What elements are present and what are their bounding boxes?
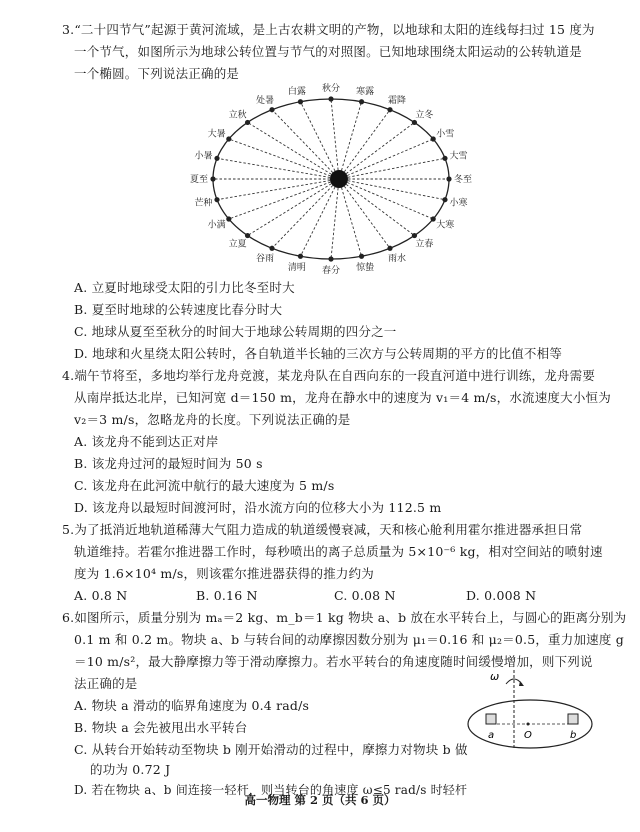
block-b — [568, 714, 578, 724]
spoke-line — [331, 179, 339, 259]
solar-terms-diagram — [189, 84, 473, 276]
solar-term-label: 处暑 — [255, 96, 275, 107]
q3-option-b[interactable]: B. 夏至时地球的公转速度比春分时大 — [74, 302, 283, 317]
spoke-line — [339, 122, 414, 179]
earth-position-dot — [298, 99, 303, 104]
spoke-line — [300, 102, 339, 179]
spoke-line — [339, 179, 433, 219]
earth-position-dot — [446, 176, 451, 181]
label-o: O — [524, 730, 532, 741]
spoke-line — [339, 179, 445, 200]
solar-term-label: 大雪 — [449, 151, 468, 162]
spoke-line — [217, 179, 339, 200]
solar-term-label: 大寒 — [436, 220, 455, 231]
solar-term-label: 冬至 — [453, 175, 473, 185]
solar-term-label: 春分 — [321, 266, 341, 276]
q3-stem-line2: 一个节气，如图所示为地球公转位置与节气的对照图。已知地球围绕太阳运动的公转轨道是 — [74, 44, 583, 59]
q5-stem-line1: 5.为了抵消近地轨道稀薄大气阻力造成的轨道缓慢衰减，天和核心舱利用霍尔推进器承担日常 — [62, 522, 583, 537]
turntable-diagram — [470, 662, 630, 780]
q6-option-a[interactable]: A. 物块 a 滑动的临界角速度为 0.4 rad/s — [74, 698, 310, 713]
q6-option-c-cont: 的功为 0.72 J — [90, 762, 171, 777]
spoke-line — [272, 179, 339, 248]
earth-position-dot — [269, 107, 274, 112]
earth-position-dot — [442, 156, 447, 161]
q6-option-b[interactable]: B. 物块 a 会先被甩出水平转台 — [74, 720, 248, 735]
solar-term-label: 立夏 — [228, 239, 247, 250]
q4-option-b[interactable]: B. 该龙舟过河的最短时间为 50 s — [74, 456, 263, 471]
block-a — [486, 714, 496, 724]
solar-term-label: 小雪 — [436, 129, 455, 140]
solar-term-label: 立冬 — [415, 110, 434, 121]
solar-term-label: 小暑 — [194, 151, 213, 162]
solar-term-label: 小满 — [207, 220, 226, 231]
spoke-line — [339, 179, 362, 256]
spoke-line — [217, 158, 339, 179]
q5-option-d[interactable]: D. 0.008 N — [466, 588, 537, 603]
spoke-line — [339, 102, 362, 179]
earth-position-dot — [226, 216, 231, 221]
q3-option-a[interactable]: A. 立夏时地球受太阳的引力比冬至时大 — [74, 280, 295, 295]
earth-position-dot — [214, 197, 219, 202]
q6-option-c[interactable]: C. 从转台开始转动至物块 b 刚开始滑动的过程中，摩擦力对物块 b 做 — [74, 742, 468, 757]
solar-term-label: 芒种 — [194, 198, 213, 209]
q6-stem-line4: 法正确的是 — [74, 676, 138, 691]
q6-stem-line3: ＝10 m/s²，最大静摩擦力等于滑动摩擦力。若水平转台的角速度随时间缓慢增加，则下列说 — [74, 654, 593, 669]
q3-stem-line3: 一个椭圆。下列说法正确的是 — [74, 66, 240, 81]
q5-stem-line3: 度为 1.6×10⁴ m/s，则该霍尔推进器获得的推力约为 — [74, 566, 374, 581]
earth-position-dot — [298, 254, 303, 259]
earth-position-dot — [245, 233, 250, 238]
earth-position-dot — [214, 156, 219, 161]
solar-term-label: 立秋 — [228, 110, 247, 121]
solar-term-label: 立春 — [415, 239, 434, 250]
solar-term-label: 霜降 — [387, 96, 407, 107]
solar-term-label: 大暑 — [207, 129, 226, 140]
earth-position-dot — [210, 176, 215, 181]
earth-position-dot — [387, 246, 392, 251]
spoke-line — [339, 158, 445, 179]
solar-term-label: 雨水 — [387, 253, 407, 264]
solar-term-label: 惊蛰 — [356, 262, 375, 273]
q5-stem-line2: 轨道维持。若霍尔推进器工作时，每秒喷出的离子总质量为 5×10⁻⁶ kg，相对空间站的喷射速 — [74, 544, 603, 559]
earth-position-dot — [359, 254, 364, 259]
q4-stem-line1: 4.端午节将至，多地均举行龙舟竞渡，某龙舟队在自西向东的一段直河道中进行训练，龙舟需要 — [62, 368, 596, 383]
label-b: b — [570, 730, 577, 741]
spoke-line — [339, 139, 433, 179]
earth-position-dot — [431, 136, 436, 141]
solar-term-label: 小寒 — [449, 198, 468, 209]
earth-position-dot — [431, 216, 436, 221]
earth-position-dot — [412, 233, 417, 238]
solar-term-label: 谷雨 — [255, 253, 275, 264]
q3-option-d[interactable]: D. 地球和火星绕太阳公转时，各自轨道半长轴的三次方与公转周期的平方的比值不相等 — [74, 346, 563, 361]
q4-option-d[interactable]: D. 该龙舟以最短时间渡河时，沿水流方向的位移大小为 112.5 m — [74, 500, 442, 515]
earth-position-dot — [387, 107, 392, 112]
q4-option-a[interactable]: A. 该龙舟不能到达正对岸 — [74, 434, 219, 449]
earth-position-dot — [226, 136, 231, 141]
q5-option-c[interactable]: C. 0.08 N — [334, 588, 396, 603]
q3-option-c[interactable]: C. 地球从夏至至秋分的时间大于地球公转周期的四分之一 — [74, 324, 397, 339]
solar-term-label: 白露 — [287, 87, 306, 98]
spoke-line — [300, 179, 339, 256]
q4-stem-line3: v₂＝3 m/s，忽略龙舟的长度。下列说法正确的是 — [74, 412, 351, 427]
spoke-line — [339, 179, 414, 236]
spoke-line — [331, 99, 339, 179]
q6-option-d[interactable]: D. 若在物块 a、b 间连接一轻杆，则当转台的角速度 ω≤5 rad/s 时轻杆 — [74, 783, 468, 797]
q3-stem-line1: 3.“二十四节气”起源于黄河流域，是上古农耕文明的产物，以地球和太阳的连线每扫过 15 度为 — [62, 22, 595, 37]
omega-label: ω — [490, 670, 500, 683]
earth-position-dot — [359, 99, 364, 104]
earth-position-dot — [328, 96, 333, 101]
q5-option-b[interactable]: B. 0.16 N — [196, 588, 258, 603]
solar-term-label: 清明 — [287, 262, 306, 273]
q5-option-a[interactable]: A. 0.8 N — [74, 588, 128, 603]
q6-stem-line2: 0.1 m 和 0.2 m。物块 a、b 与转台间的动摩擦因数分别为 μ₁＝0.16 和 μ₂＝0.5，重力加速度 g — [74, 632, 624, 647]
page-footer: 高一物理 第 2 页（共 6 页） — [244, 793, 396, 807]
sun — [330, 170, 348, 188]
q4-stem-line2: 从南岸抵达北岸，已知河宽 d＝150 m，龙舟在静水中的速度为 v₁＝4 m/s，水流速度大小恒为 — [74, 390, 611, 405]
earth-position-dot — [328, 256, 333, 261]
solar-term-label: 寒露 — [356, 87, 375, 98]
earth-position-dot — [269, 246, 274, 251]
label-a: a — [488, 730, 495, 741]
q6-stem-line1: 6.如图所示，质量分别为 mₐ＝2 kg、m_b＝1 kg 物块 a、b 放在水平转台上，与圆心的距离分别为 — [62, 610, 627, 625]
solar-term-label: 夏至 — [189, 175, 209, 185]
q4-option-c[interactable]: C. 该龙舟在此河流中航行的最大速度为 5 m/s — [74, 478, 335, 493]
earth-position-dot — [442, 197, 447, 202]
solar-term-label: 秋分 — [321, 84, 341, 94]
spoke-line — [272, 110, 339, 179]
